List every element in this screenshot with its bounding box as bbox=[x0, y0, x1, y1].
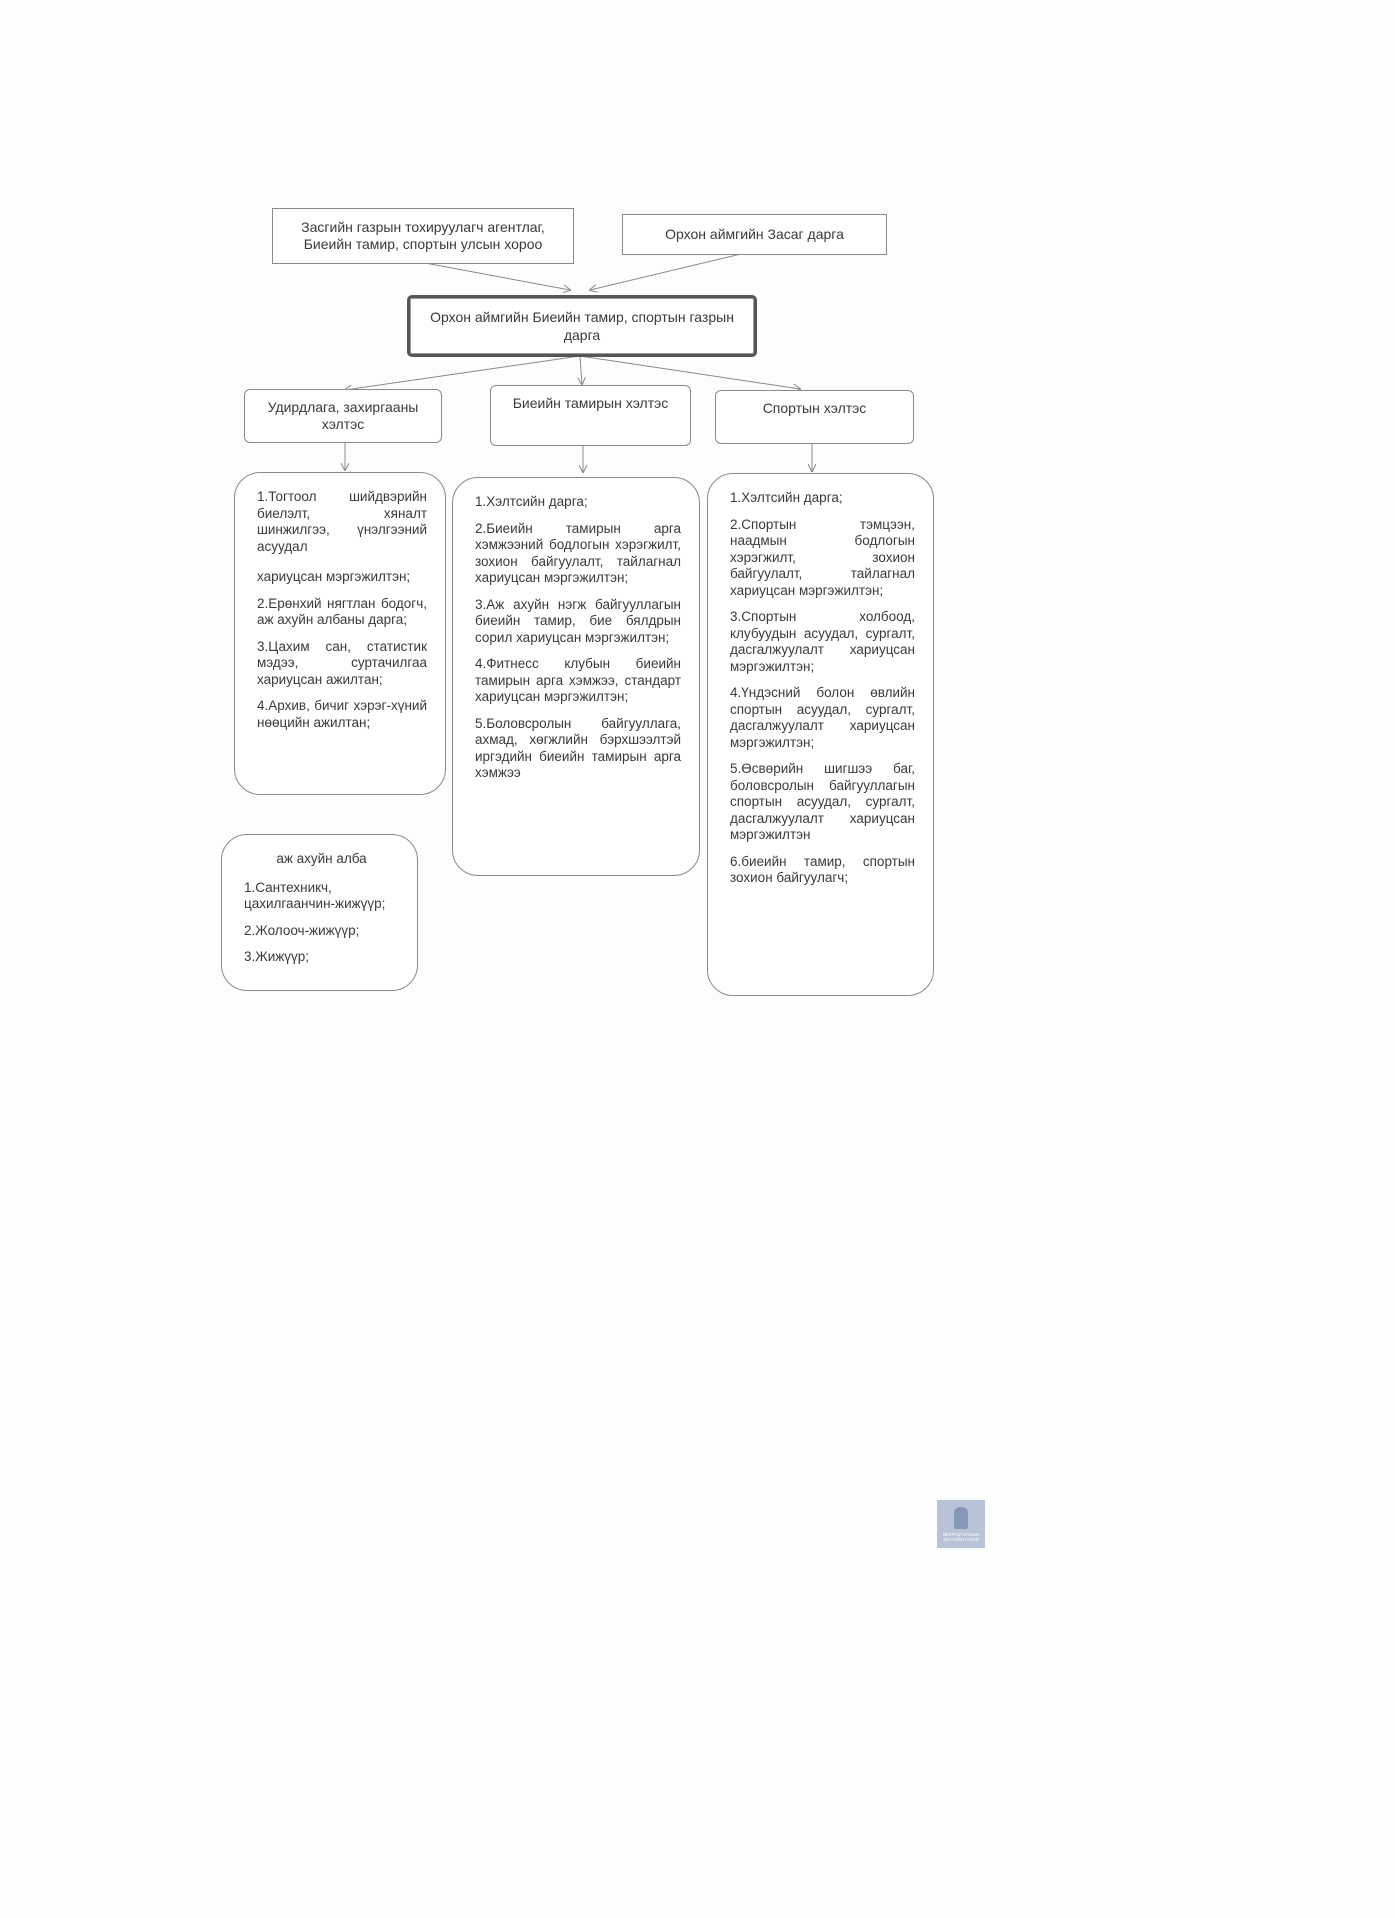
arrow-governor-to-main bbox=[590, 253, 745, 290]
list-item: 3.Цахим сан, статистик мэдээ, суртачилгаа хариуцсан ажилтан; bbox=[257, 638, 427, 687]
logo-text: МОНГОЛ УЛСЫН ЗАСГИЙН ГАЗАР bbox=[942, 1532, 980, 1542]
list-item: 4.Үндэсний болон өвлийн спортын асуудал, сургалт, дасгалжуулалт хариуцсан мэргэжилтэн; bbox=[730, 685, 915, 750]
government-logo bbox=[937, 1500, 985, 1548]
list-item: 2.Спортын тэмцээн, наадмын бодлогын хэрэгжилт, зохион байгуулалт, тайлагнал хариуцсан мэргэжилтэн; bbox=[730, 516, 915, 598]
sport-department-label: Спортын хэлтэс bbox=[762, 400, 867, 416]
household-title: аж ахуйн алба bbox=[276, 851, 367, 866]
arrow-agency-to-main bbox=[425, 263, 570, 290]
list-item: 1.Сантехникч, цахилгаанчин-жижүүр; bbox=[244, 879, 386, 911]
director-label: Орхон аймгийн Биеийн тамир, спортын газрын дарга bbox=[430, 309, 734, 343]
sport-staff-list bbox=[707, 473, 934, 996]
sport-department-box bbox=[715, 390, 914, 444]
list-item: 1.Хэлтсийн дарга; bbox=[730, 490, 843, 505]
director-box bbox=[407, 295, 757, 357]
list-item: 4.Архив, бичиг хэрэг-хүний нөөцийн ажилтан; bbox=[257, 698, 427, 730]
list-item: 5.Өсвөрийн шигшээ баг, боловсролын байгууллагын спортын асуудал, сургалт, дасгалжуулалт хариуцсан мэргэжилтэн bbox=[730, 761, 915, 842]
list-item: 5.Боловсролын байгууллага, ахмад, хөгжлийн бэрхшээлтэй иргэдийн биеийн тамирын арга хэмжээ bbox=[475, 715, 681, 780]
list-item: 1.Тогтоол шийдвэрийн биелэлт, хяналт шинжилгээ, үнэлгээний асуудал bbox=[257, 489, 427, 554]
list-item: 1.Хэлтсийн дарга; bbox=[475, 494, 588, 509]
list-item: 4.Фитнесс клубын биеийн тамирын арга хэмжээ, стандарт хариуцсан мэргэжилтэн; bbox=[475, 656, 681, 704]
admin-staff-list bbox=[234, 472, 446, 795]
arrow-main-to-physical bbox=[580, 356, 582, 384]
list-item: 3.Спортын холбоод, клубуудын асуудал, сургалт, дасгалжуулалт хариуцсан мэргэжилтэн; bbox=[730, 609, 915, 674]
list-item: 2.Жолооч-жижүүр; bbox=[244, 922, 360, 938]
list-item: хариуцсан мэргэжилтэн; bbox=[257, 569, 411, 584]
soyombo-icon bbox=[954, 1507, 968, 1529]
list-item: 3.Аж ахуйн нэгж байгууллагын биеийн тамир, бие бялдрын сорил хариуцсан мэргэжилтэн; bbox=[475, 596, 681, 645]
agency-box bbox=[272, 208, 574, 264]
household-service-box bbox=[221, 834, 418, 991]
admin-department-box bbox=[244, 389, 442, 443]
admin-department-label: Удирдлага, захиргааны хэлтэс bbox=[267, 399, 419, 432]
physical-department-label: Биеийн тамирын хэлтэс bbox=[512, 395, 669, 411]
physical-department-box bbox=[490, 385, 691, 446]
agency-label: Засгийн газрын тохируулагч агентлаг, Биеийн тамир, спортын улсын хороо bbox=[301, 219, 545, 252]
governor-box bbox=[622, 214, 887, 255]
list-item: 6.биеийн тамир, спортын зохион байгуулагч; bbox=[730, 853, 915, 885]
governor-label: Орхон аймгийн Засаг дарга bbox=[665, 226, 844, 242]
physical-staff-list bbox=[452, 477, 700, 876]
list-item: 2.Ерөнхий нягтлан бодогч, аж ахуйн албаны дарга; bbox=[257, 595, 427, 627]
list-item: 3.Жижүүр; bbox=[244, 949, 310, 964]
list-item: 2.Биеийн тамирын арга хэмжээний бодлогын хэрэгжилт, зохион байгуулалт, тайлагнал хариуцсан мэргэжилтэн; bbox=[475, 520, 681, 585]
